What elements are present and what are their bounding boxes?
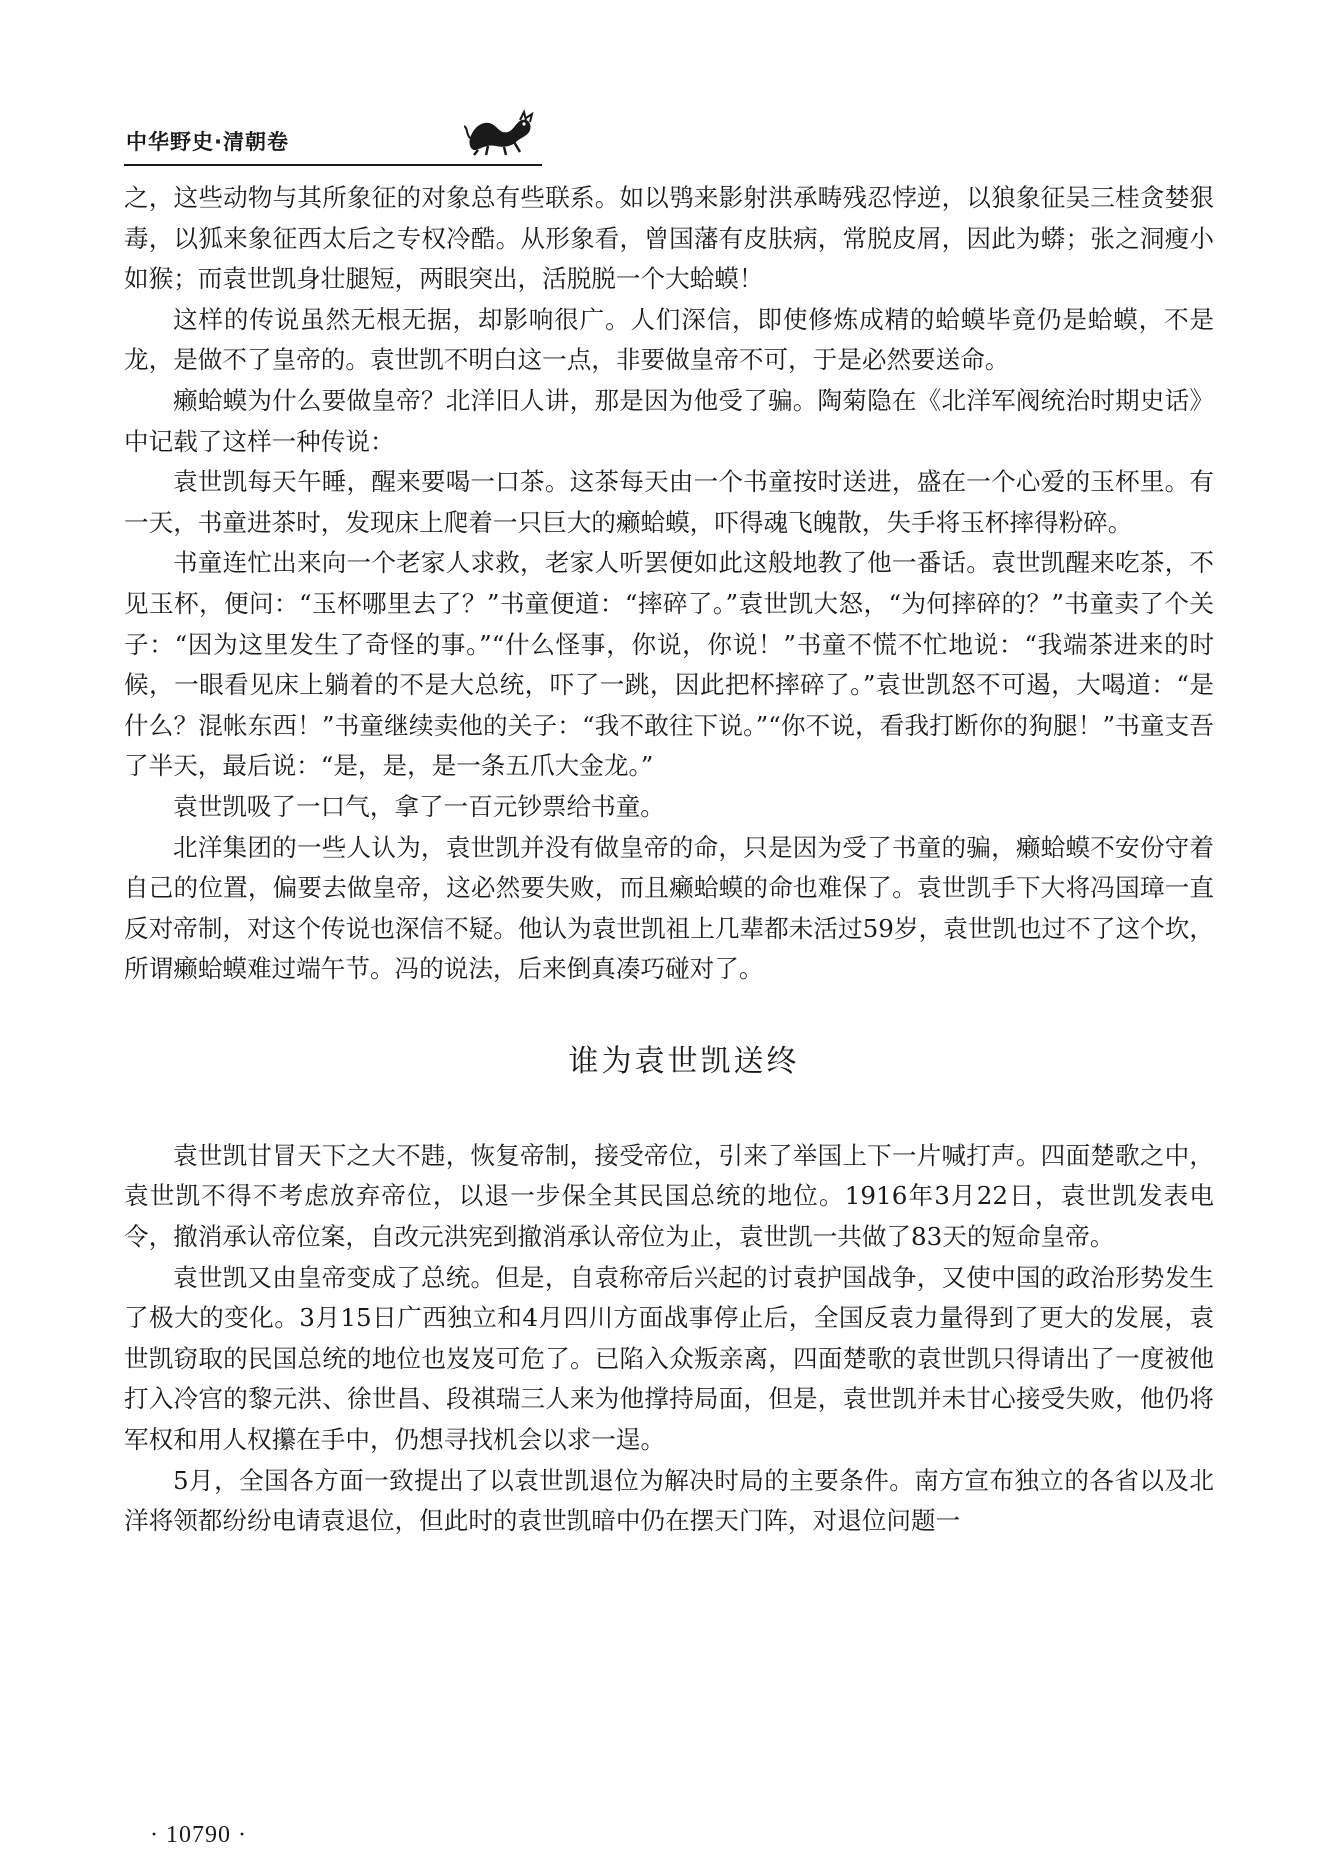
page-number: · 10790 · <box>150 1822 247 1848</box>
body-text <box>124 178 1214 1542</box>
paragraph: 书童连忙出来向一个老家人求救，老家人听罢便如此这般地教了他一番话。袁世凯醒来吃茶，不见玉杯，便问：“玉杯哪里去了？”书童便道：“摔碎了。”袁世凯大怒，“为何摔碎的？”书童卖了个关子：“因为这里发生了奇怪的事。”“什么怪事，你说，你说！”书童不慌不忙地说：“我端茶进来的时候，一眼看见床上躺着的不是大总统，吓了一跳，因此把杯摔碎了。”袁世凯怒不可遏，大喝道：“是什么？混帐东西！”书童继续卖他的关子：“我不敢往下说。”“你不说，看我打断你的狗腿！”书童支吾了半天，最后说：“是，是，是一条五爪大金龙。” <box>124 548 1214 781</box>
dragon-icon <box>464 108 536 156</box>
paragraph: 癞蛤蟆为什么要做皇帝？北洋旧人讲，那是因为他受了骗。陶菊隐在《北洋军阀统治时期史话》中记载了这样一种传说： <box>124 385 1214 456</box>
paragraph: 袁世凯又由皇帝变成了总统。但是，自袁称帝后兴起的讨袁护国战争，又使中国的政治形势发生了极大的变化。3月15日广西独立和4月四川方面战事停止后，全国反袁力量得到了更大的发展，袁世凯窃取的民国总统的地位也岌岌可危了。已陷入众叛亲离，四面楚歌的袁世凯只得请出了一度被他打入冷宫的黎元洪、徐世昌、段祺瑞三人来为他撑持局面，但是，袁世凯并未甘心接受失败，他仍将军权和用人权攥在手中，仍想寻找机会以求一逞。 <box>124 1262 1214 1455</box>
paragraph: 这样的传说虽然无根无据，却影响很广。人们深信，即使修炼成精的蛤蟆毕竟仍是蛤蟆，不是龙，是做不了皇帝的。袁世凯不明白这一点，非要做皇帝不可，于是必然要送命。 <box>124 304 1214 375</box>
book-title: 中华野史·清朝卷 <box>126 130 289 154</box>
header-rule <box>124 164 542 166</box>
paragraph: 袁世凯吸了一口气，拿了一百元钞票给书童。 <box>173 791 665 821</box>
section-heading: 谁为袁世凯送终 <box>568 1043 800 1079</box>
paragraph: 北洋集团的一些人认为，袁世凯并没有做皇帝的命，只是因为受了书童的骗，癞蛤蟆不安份守着自己的位置，偏要去做皇帝，这必然要失败，而且癞蛤蟆的命也难保了。袁世凯手下大将冯国璋一直反对帝制，对这个传说也深信不疑。他认为袁世凯祖上几辈都未活过59岁，袁世凯也过不了这个坎，所谓癞蛤蟆难过端午节。冯的说法，后来倒真凑巧碰对了。 <box>124 832 1214 984</box>
paragraph: 之，这些动物与其所象征的对象总有些联系。如以鸮来影射洪承畴残忍悖逆，以狼象征吴三桂贪婪狠毒，以狐来象征西太后之专权冷酷。从形象看，曾国藩有皮肤病，常脱皮屑，因此为蟒；张之洞瘦小如猴；而袁世凯身壮腿短，两眼突出，活脱脱一个大蛤蟆！ <box>124 183 1214 294</box>
paragraph: 袁世凯甘冒天下之大不韪，恢复帝制，接受帝位，引来了举国上下一片喊打声。四面楚歌之中，袁世凯不得不考虑放弃帝位，以退一步保全其民国总统的地位。1916年3月22日，袁世凯发表电令，撤消承认帝位案，自改元洪宪到撤消承认帝位为止，袁世凯一共做了83天的短命皇帝。 <box>124 1140 1214 1252</box>
paragraph: 5月，全国各方面一致提出了以袁世凯退位为解决时局的主要条件。南方宣布独立的各省以及北洋将领都纷纷电请袁退位，但此时的袁世凯暗中仍在摆天门阵，对退位问题一 <box>124 1465 1214 1536</box>
running-header <box>124 108 544 168</box>
paragraph: 袁世凯每天午睡，醒来要喝一口茶。这茶每天由一个书童按时送进，盛在一个心爱的玉杯里。有一天，书童进茶时，发现床上爬着一只巨大的癞蛤蟆，吓得魂飞魄散，失手将玉杯摔得粉碎。 <box>124 467 1214 537</box>
